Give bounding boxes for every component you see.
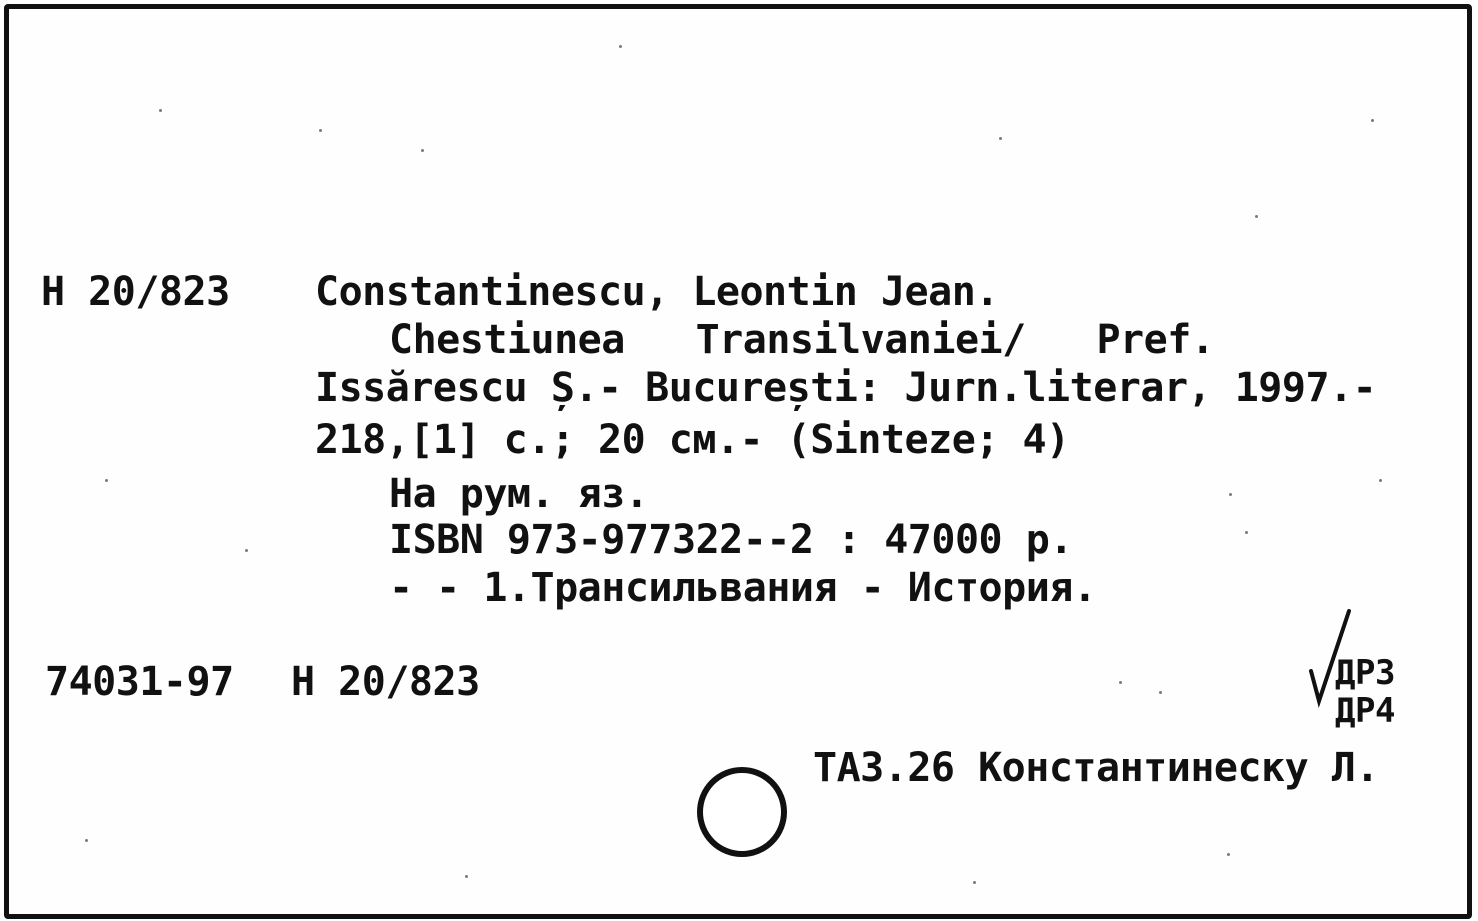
speck (85, 839, 88, 842)
speck (1229, 493, 1232, 496)
speck (1245, 531, 1248, 534)
author-heading: Constantinescu, Leontin Jean. (315, 269, 999, 315)
speck (319, 129, 322, 132)
catalog-card (4, 4, 1472, 919)
shelf-mark-bottom: Н 20/823 (291, 659, 480, 705)
punch-hole (697, 767, 787, 857)
isbn-line: ISBN 973-977322--2 : 47000 р. (389, 517, 1073, 563)
speck (105, 479, 108, 482)
speck (159, 109, 162, 112)
speck (1379, 479, 1382, 482)
speck (421, 149, 424, 152)
speck (619, 45, 622, 48)
imprint-line: Issărescu Ș.- București: Jurn.literar, 1997.- (315, 365, 1377, 411)
speck (1159, 691, 1162, 694)
speck (1371, 119, 1374, 122)
distribution-mark-2: ДР4 (1335, 691, 1395, 731)
speck (999, 137, 1002, 140)
title-line: Chestiunea Transilvaniei/ Pref. (389, 317, 1215, 363)
classification-line: ТА3.26 Константинеску Л. (813, 745, 1379, 791)
speck (465, 875, 468, 878)
physical-description-line: 218,[1] с.; 20 см.- (Sinteze; 4) (315, 417, 1070, 463)
speck (1255, 215, 1258, 218)
accession-number: 74031-97 (45, 659, 234, 705)
speck (973, 881, 976, 884)
speck (1227, 853, 1230, 856)
speck (1119, 681, 1122, 684)
language-note: На рум. яз. (389, 471, 649, 517)
subject-line: - - 1.Трансильвания - История. (389, 565, 1097, 611)
distribution-mark-1: ДР3 (1335, 653, 1395, 693)
shelf-mark: Н 20/823 (41, 269, 230, 315)
speck (245, 549, 248, 552)
